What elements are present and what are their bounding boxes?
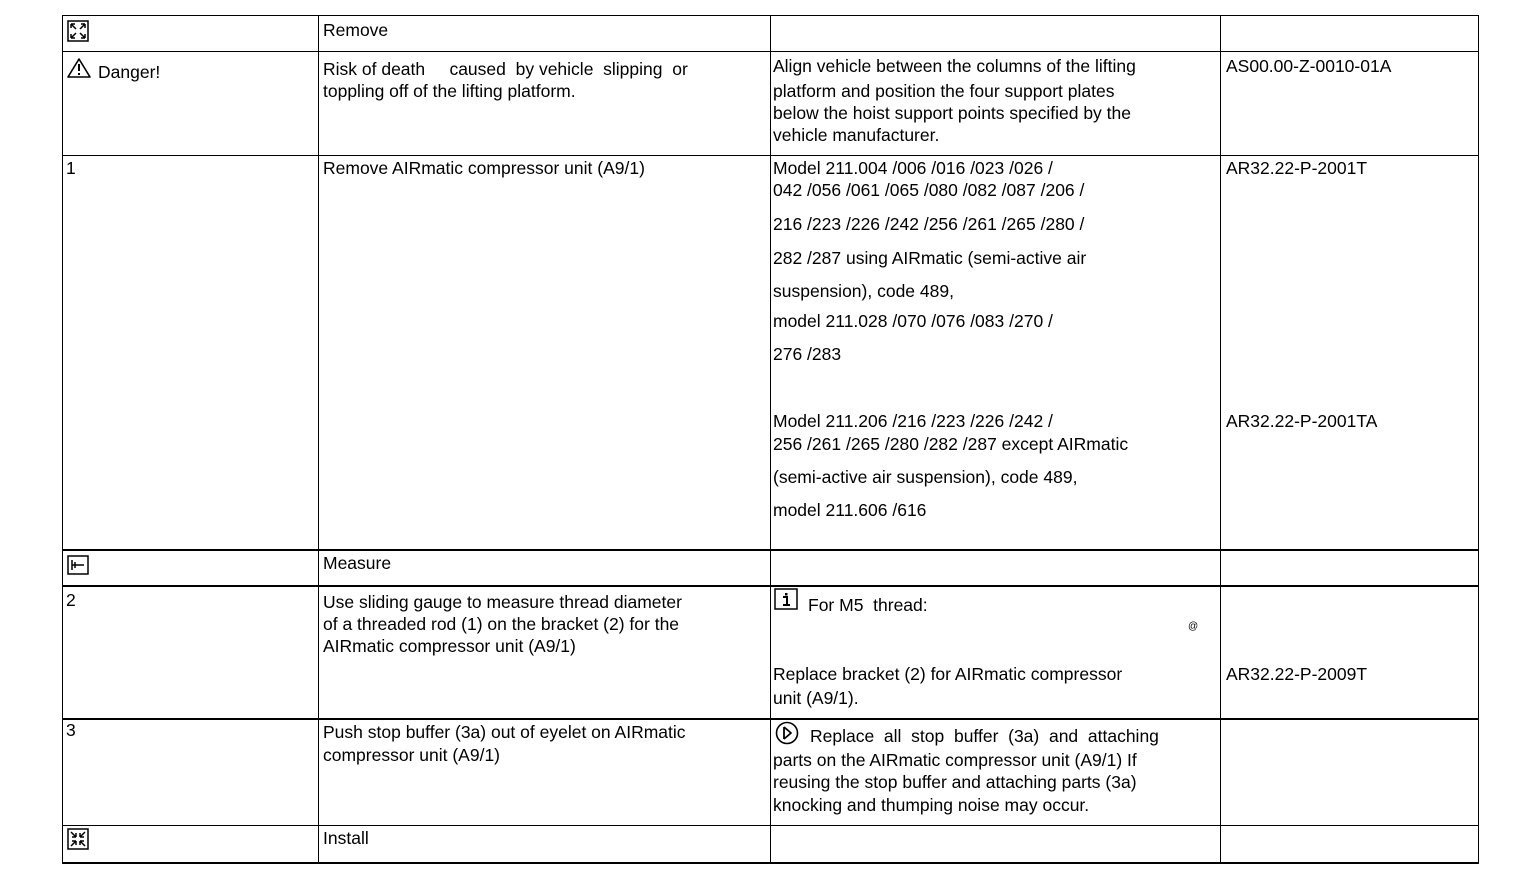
step-action: compressor unit (A9/1) [323, 745, 501, 765]
replace-note-text: reusing the stop buffer and attaching parts (3a) [773, 772, 1137, 792]
danger-note-text: platform and position the four support plates [773, 81, 1115, 101]
small-mark: @ [1188, 621, 1199, 632]
model-list-text: model 211.028 /070 /076 /083 /270 / [773, 311, 1053, 331]
step-action: AIRmatic compressor unit (A9/1) [323, 636, 576, 656]
column-divider [1478, 15, 1479, 864]
replace-note-text: knocking and thumping noise may occur. [773, 795, 1090, 815]
replace-note-text: parts on the AIRmatic compressor unit (A9/1) If [773, 750, 1137, 770]
section-title-remove: Remove [323, 20, 389, 40]
expand-arrows-icon [67, 20, 89, 42]
model-list-text: (semi-active air suspension), code 489, [773, 467, 1078, 487]
info-text: For M5 thread: [808, 595, 928, 615]
column-divider [62, 15, 63, 864]
model-list-text: Model 211.206 /216 /223 /226 /242 / [773, 411, 1053, 431]
warning-triangle-icon [66, 57, 92, 79]
step1-alt-reference-link[interactable]: AR32.22-P-2001TA [1226, 411, 1378, 431]
model-list-text: model 211.606 /616 [773, 500, 927, 520]
danger-note-text: Align vehicle between the columns of the lifting [773, 56, 1136, 76]
step-action: Use sliding gauge to measure thread diameter [323, 592, 682, 612]
danger-note-text: below the hoist support points specified by the [773, 103, 1131, 123]
model-list-text: 276 /283 [773, 344, 842, 364]
model-list-text: 282 /287 using AIRmatic (semi-active air [773, 248, 1087, 268]
step-action: of a threaded rod (1) on the bracket (2) for the [323, 614, 680, 634]
step-number: 2 [66, 590, 76, 610]
danger-risk-text: Risk of death caused by vehicle slipping or [323, 59, 688, 79]
compress-arrows-icon [67, 828, 89, 850]
replace-part-icon [774, 721, 800, 745]
danger-risk-text: toppling off of the lifting platform. [323, 81, 576, 101]
column-divider [1220, 15, 1221, 864]
danger-label: Danger! [98, 62, 161, 82]
column-divider [318, 15, 319, 864]
step-action: Remove AIRmatic compressor unit (A9/1) [323, 158, 645, 178]
step-number: 1 [66, 158, 76, 178]
step-action: Push stop buffer (3a) out of eyelet on AIRmatic [323, 722, 686, 742]
caliper-icon [67, 555, 89, 575]
column-divider [770, 15, 771, 864]
model-list-text: suspension), code 489, [773, 281, 954, 301]
danger-note-text: vehicle manufacturer. [773, 125, 940, 145]
section-title-install: Install [323, 828, 369, 848]
model-list-text: 256 /261 /265 /280 /282 /287 except AIRmatic [773, 434, 1129, 454]
replace-text: Replace bracket (2) for AIRmatic compressor [773, 664, 1123, 684]
section-title-measure: Measure [323, 553, 392, 573]
step1-reference-link[interactable]: AR32.22-P-2001T [1226, 158, 1368, 178]
replace-note-text: Replace all stop buffer (3a) and attaching [810, 726, 1159, 746]
replace-text: unit (A9/1). [773, 688, 859, 708]
model-list-text: 216 /223 /226 /242 /256 /261 /265 /280 / [773, 214, 1085, 234]
model-list-text: 042 /056 /061 /065 /080 /082 /087 /206 / [773, 180, 1085, 200]
danger-reference-link[interactable]: AS00.00-Z-0010-01A [1226, 56, 1392, 76]
step2-reference-link[interactable]: AR32.22-P-2009T [1226, 664, 1368, 684]
info-icon [774, 588, 798, 610]
step-number: 3 [66, 720, 76, 740]
model-list-text: Model 211.004 /006 /016 /023 /026 / [773, 158, 1053, 178]
procedure-table [62, 15, 1479, 864]
